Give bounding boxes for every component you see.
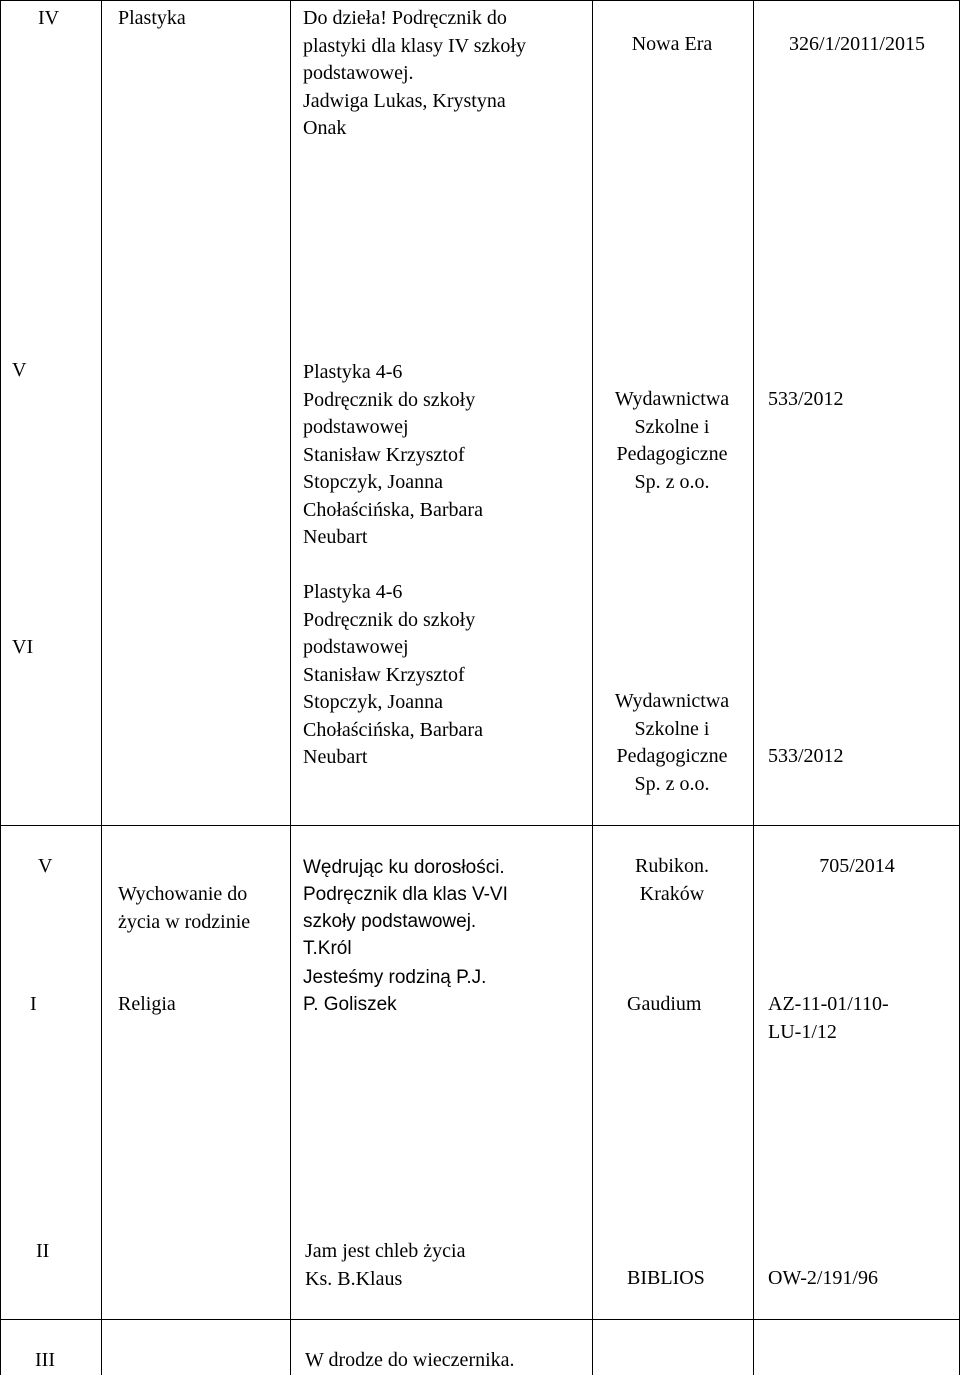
class-level-cell: V <box>12 359 27 381</box>
class-level-cell: II <box>36 1240 50 1262</box>
approval-number-cell: 533/2012 <box>768 745 844 767</box>
grid-line <box>0 825 960 826</box>
publisher-cell: Wydawnictwa Szkolne i Pedagogiczne Sp. z o.o. <box>614 388 730 493</box>
grid-line <box>753 0 754 1375</box>
textbook-cell: Do dzieła! Podręcznik do plastyki dla klasy IV szkoły podstawowej. Jadwiga Lukas, Krystyna Onak <box>303 7 526 139</box>
approval-number-cell: OW-2/191/96 <box>768 1267 878 1289</box>
class-level-cell: I <box>30 993 37 1015</box>
class-level-cell: VI <box>12 636 34 658</box>
subject-cell: Religia <box>118 993 176 1015</box>
approval-number-cell: 705/2014 <box>819 855 895 877</box>
textbook-cell: Plastyka 4-6 Podręcznik do szkoły podstawowej Stanisław Krzysztof Stopczyk, Joanna Chołaścińska, Barbara Neubart <box>303 361 483 548</box>
subject-cell: Plastyka <box>118 7 186 29</box>
publisher-cell: BIBLIOS <box>627 1267 705 1289</box>
approval-number-cell: AZ-11-01/110- LU-1/12 <box>768 993 889 1043</box>
subject-cell: Wychowanie do życia w rodzinie <box>118 883 251 933</box>
textbook-cell: Jam jest chleb życia Ks. B.Klaus <box>305 1240 466 1290</box>
class-level-cell: V <box>38 855 53 877</box>
textbook-cell: Plastyka 4-6 Podręcznik do szkoły podstawowej Stanisław Krzysztof Stopczyk, Joanna Chołaścińska, Barbara Neubart <box>303 581 483 768</box>
class-level-cell: IV <box>38 7 60 29</box>
approval-number-cell: 533/2012 <box>768 388 844 410</box>
class-level-cell: III <box>35 1349 55 1371</box>
publisher-cell: Gaudium <box>627 993 702 1015</box>
approval-number-cell: 326/1/2011/2015 <box>789 33 925 55</box>
textbook-cell: W drodze do wieczernika. <box>305 1349 515 1371</box>
grid-line <box>0 1319 960 1320</box>
textbook-cell: Jesteśmy rodziną P.J. P. Goliszek <box>303 967 487 1015</box>
grid-line <box>290 0 291 1375</box>
publisher-cell: Wydawnictwa Szkolne i Pedagogiczne Sp. z o.o. <box>614 690 730 795</box>
grid-line <box>0 0 960 1</box>
grid-line <box>0 0 1 1375</box>
publisher-cell: Rubikon. Kraków <box>635 855 709 905</box>
publisher-cell: Nowa Era <box>631 33 713 55</box>
textbook-cell: Wędrując ku dorosłości. Podręcznik dla klas V-VI szkoły podstawowej. T.Król <box>303 857 508 959</box>
grid-line <box>101 0 102 1375</box>
